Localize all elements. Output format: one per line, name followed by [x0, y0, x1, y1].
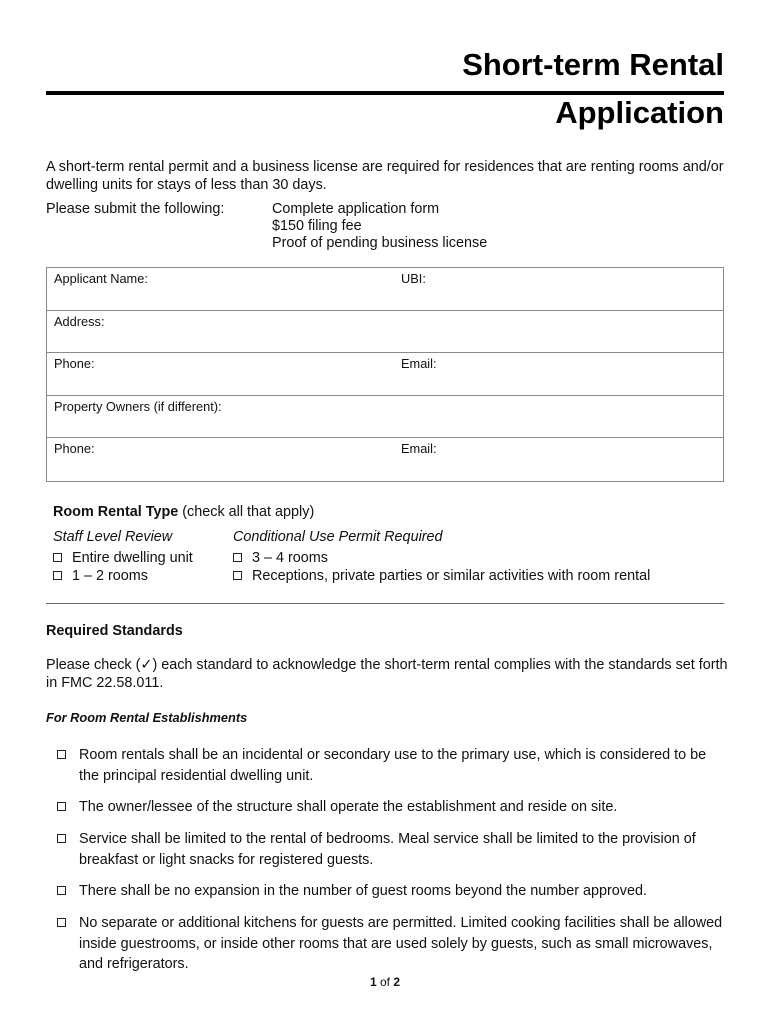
option-label: 3 – 4 rooms: [252, 550, 328, 566]
option-entire-dwelling[interactable]: [53, 549, 193, 567]
checkbox[interactable]: [233, 553, 242, 562]
applicant-name-label: Applicant Name:: [54, 271, 148, 286]
page-total: 2: [393, 975, 401, 989]
option-3-4-rooms[interactable]: [233, 549, 328, 567]
checkbox[interactable]: [233, 571, 242, 580]
standard-item[interactable]: [57, 745, 727, 786]
option-1-2-rooms[interactable]: [53, 567, 148, 585]
checkbox[interactable]: [57, 750, 66, 759]
form-row-applicant[interactable]: [47, 268, 723, 311]
standards-intro: Please check (✓) each standard to acknowledge the short-term rental complies with the standards set forth in FMC 22.58.011.: [46, 657, 728, 691]
staff-level-heading: Staff Level Review: [53, 529, 173, 545]
email-label: Email:: [401, 356, 437, 372]
standard-text: There shall be no expansion in the number of guest rooms beyond the number approved.: [79, 883, 647, 899]
checkbox[interactable]: [53, 571, 62, 580]
required-standards-heading: Required Standards: [46, 623, 183, 639]
owner-email-label: Email:: [401, 441, 437, 457]
property-owners-label: Property Owners (if different):: [54, 398, 222, 414]
standard-text: No separate or additional kitchens for guests are permitted. Limited cooking facilities shall be allowed inside guestrooms, or inside other rooms that are used solely by guests, such as small microwaves, and refrigerators.: [79, 915, 723, 972]
form-row-owner-contact[interactable]: [47, 438, 723, 481]
option-label: 1 – 2 rooms: [72, 568, 148, 584]
standards-subheading: For Room Rental Establishments: [46, 710, 248, 725]
page-current: 1: [369, 975, 377, 989]
room-rental-heading: [53, 503, 314, 521]
page-number: [0, 975, 770, 989]
standard-item[interactable]: [57, 913, 727, 975]
address-label: Address:: [54, 313, 105, 329]
standard-item[interactable]: [57, 829, 727, 870]
page-title-line2: Application: [555, 95, 724, 130]
form-row-address[interactable]: [47, 311, 723, 354]
standard-text: The owner/lessee of the structure shall operate the establishment and reside on site.: [79, 799, 618, 815]
submit-label: Please submit the following:: [46, 201, 225, 217]
option-receptions[interactable]: [233, 567, 650, 585]
room-rental-heading-note: (check all that apply): [178, 504, 315, 520]
submit-item: Complete application form: [272, 201, 440, 217]
conditional-use-heading: Conditional Use Permit Required: [233, 529, 443, 545]
page-of: of: [376, 975, 394, 989]
owner-phone-label: Phone:: [54, 441, 95, 457]
standard-item[interactable]: [57, 881, 727, 902]
standard-text: Room rentals shall be an incidental or secondary use to the primary use, which is considered to be the principal residential dwelling unit.: [79, 747, 707, 784]
checkbox[interactable]: [57, 834, 66, 843]
option-label: Entire dwelling unit: [72, 550, 193, 566]
standard-text: Service shall be limited to the rental of bedrooms. Meal service shall be limited to the provision of breakfast or light snacks for registered guests.: [79, 831, 696, 868]
submit-item: Proof of pending business license: [272, 235, 488, 251]
page-title-line1: Short-term Rental: [462, 47, 724, 82]
submit-item: $150 filing fee: [272, 218, 362, 234]
room-rental-heading-bold: Room Rental Type: [53, 504, 179, 520]
checkbox[interactable]: [57, 918, 66, 927]
applicant-form-table: [46, 267, 724, 482]
option-label: Receptions, private parties or similar activities with room rental: [252, 568, 651, 584]
standard-item[interactable]: [57, 797, 727, 818]
checkbox[interactable]: [57, 886, 66, 895]
checkbox[interactable]: [53, 553, 62, 562]
checkbox[interactable]: [57, 802, 66, 811]
form-row-owners[interactable]: [47, 396, 723, 439]
phone-label: Phone:: [54, 356, 95, 372]
form-row-contact[interactable]: [47, 353, 723, 396]
ubi-label: UBI:: [401, 271, 426, 286]
intro-paragraph: A short-term rental permit and a business license are required for residences that are renting rooms and/or dwelling units for stays of less than 30 days.: [46, 159, 724, 193]
section-divider: [46, 603, 724, 604]
